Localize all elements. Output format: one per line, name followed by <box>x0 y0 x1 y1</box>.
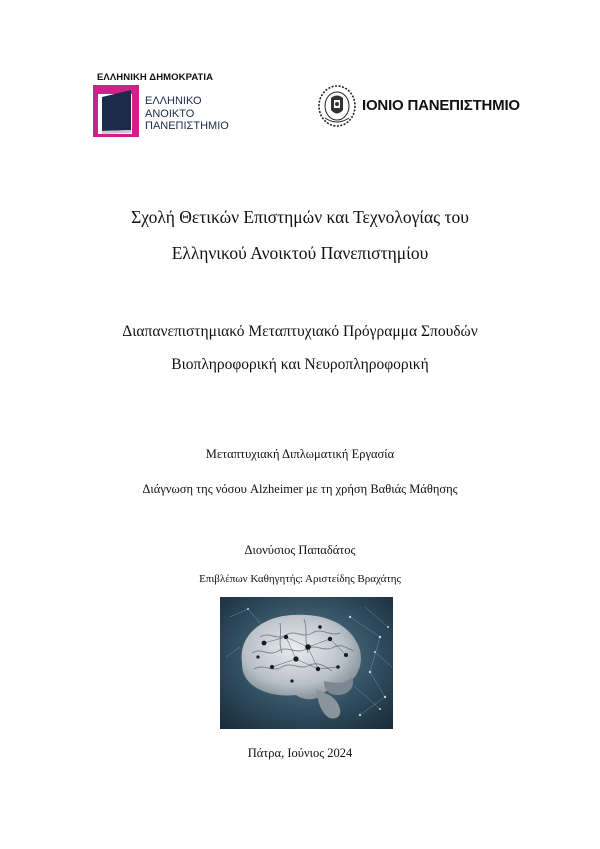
program-line-1: Διαπανεπιστημιακό Μεταπτυχιακό Πρόγραμμα Σπουδών <box>122 323 478 340</box>
eap-book-icon <box>93 85 139 137</box>
ionio-seal-icon <box>317 84 357 128</box>
thesis-title: Διάγνωση της νόσου Alzheimer με τη χρήση Βαθιάς Μάθησης <box>142 482 458 496</box>
eap-logo-line: ΠΑΝΕΠΙΣΤΗΜΙΟ <box>145 120 229 132</box>
eap-logo-line: ΕΛΛΗΝΙΚΟ <box>145 95 202 107</box>
thesis-type: Μεταπτυχιακή Διπλωματική Εργασία <box>205 447 395 461</box>
school-line-1: Σχολή Θετικών Επιστημών και Τεχνολογίας του <box>131 207 469 227</box>
place-date: Πάτρα, Ιούνιος 2024 <box>247 746 353 760</box>
eap-logo-text <box>145 95 229 133</box>
author-name: Διονύσιος Παπαδάτος <box>244 543 356 557</box>
supervisor-line: Επιβλέπων Καθηγητής: Αριστείδης Βραχάτης <box>199 573 401 585</box>
ionio-university-name: ΙΟΝΙΟ ΠΑΝΕΠΙΣΤΗΜΙΟ <box>362 97 520 114</box>
brain-network-image <box>220 597 393 729</box>
eap-logo-line: ΑΝΟΙΚΤΟ <box>145 107 195 120</box>
program-line-2: Βιοπληροφορική και Νευροπληροφορική <box>171 356 429 373</box>
eap-government-label: ΕΛΛΗΝΙΚΗ ΔΗΜΟΚΡΑΤΙΑ <box>97 72 214 83</box>
school-line-2: Ελληνικού Ανοικτού Πανεπιστημίου <box>171 243 429 263</box>
